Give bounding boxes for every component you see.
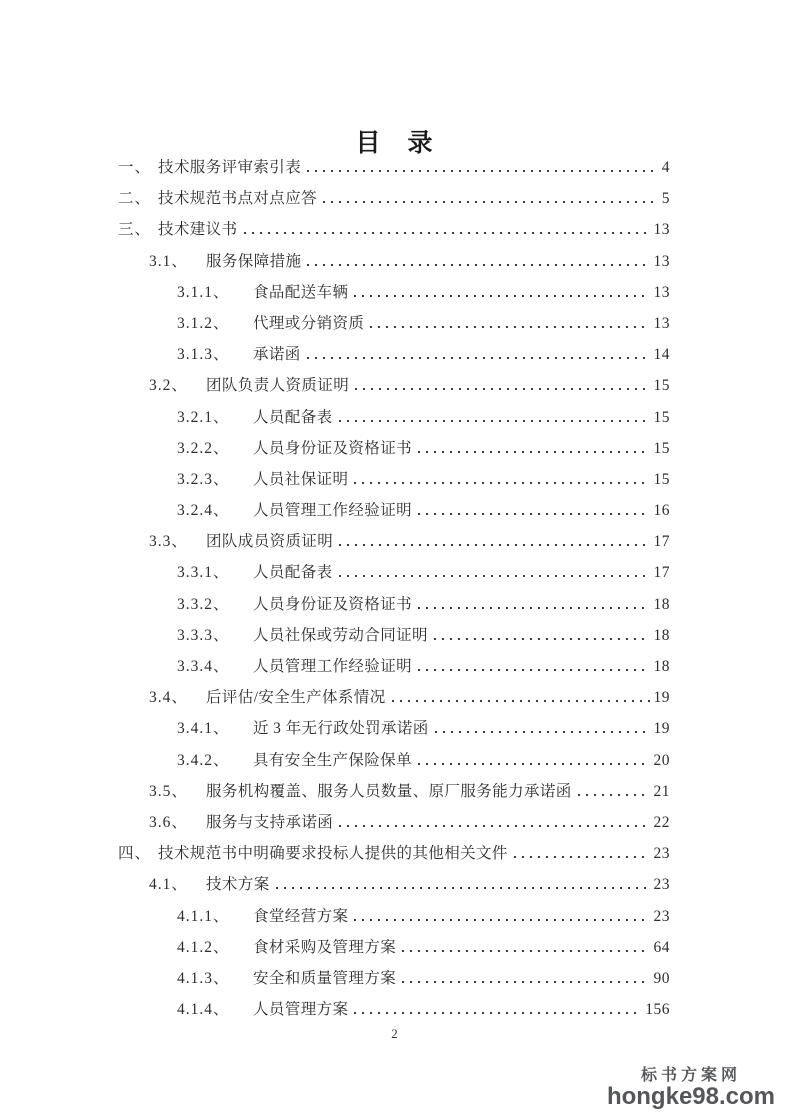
toc-dot-leader: [276, 887, 650, 889]
toc-entry-number: 3.1.1、: [177, 283, 230, 301]
toc-dot-leader: [339, 420, 650, 422]
toc-entry: [118, 901, 670, 932]
toc-entry-page: 23: [653, 907, 670, 925]
toc-dot-leader: [370, 326, 649, 328]
toc-entry-label: 团队成员资质证明: [206, 533, 334, 551]
toc-dot-leader: [578, 794, 650, 796]
toc-entry-label: 具有安全生产保险保单: [253, 751, 413, 769]
toc-entry-number: 3.3.3、: [177, 626, 230, 644]
toc-entry-number: 四、: [118, 845, 152, 863]
toc-entry-page: 13: [653, 252, 670, 270]
toc-entry-page: 15: [653, 439, 670, 457]
toc-entry-label: 近 3 年无行政处罚承诺函: [253, 720, 429, 738]
toc-entry-page: 23: [653, 876, 670, 894]
toc-entry-page: 19: [653, 720, 670, 738]
toc-entry-number: 3.4.1、: [177, 720, 230, 738]
toc-entry-page: 14: [653, 346, 670, 364]
toc-dot-leader: [307, 357, 650, 359]
toc-entry-label: 技术方案: [206, 876, 270, 894]
toc-entry: [118, 745, 670, 776]
toc-entry: [118, 838, 670, 869]
toc-entry-number: 3.2.2、: [177, 439, 230, 457]
toc-entry: [118, 214, 670, 245]
toc-entry-page: 21: [653, 782, 670, 800]
toc-dot-leader: [418, 607, 649, 609]
toc-entry-label: 人员社保或劳动合同证明: [253, 626, 428, 644]
toc-entry-page: 18: [653, 595, 670, 613]
toc-entry-number: 3.1、: [149, 252, 188, 270]
toc-entry-number: 3.1.2、: [177, 314, 230, 332]
toc-entry: [118, 433, 670, 464]
toc-entry-page: 5: [661, 190, 670, 208]
toc-entry-number: 三、: [118, 221, 152, 239]
toc-entry-number: 3.2、: [149, 377, 188, 395]
toc-dot-leader: [339, 575, 650, 577]
toc-entry-number: 3.3、: [149, 533, 188, 551]
toc-dot-leader: [402, 950, 649, 952]
toc-entry: [118, 776, 670, 807]
toc-entry: [118, 932, 670, 963]
toc-dot-leader: [355, 388, 649, 390]
toc-entry-label: 承诺函: [253, 346, 301, 364]
toc-entry-page: 4: [661, 159, 670, 176]
toc-entry-page: 64: [653, 938, 670, 956]
toc-entry-number: 3.2.1、: [177, 408, 230, 426]
toc-entry-page: 15: [653, 470, 670, 488]
toc-entry-number: 3.2.4、: [177, 502, 230, 520]
watermark-site-name: 标书方案网: [640, 1067, 741, 1085]
toc-entry-page: 20: [653, 751, 670, 769]
toc-entry-number: 3.1.3、: [177, 346, 230, 364]
toc-dot-leader: [339, 544, 649, 546]
toc-dot-leader: [418, 451, 649, 453]
toc-entry-page: 17: [653, 564, 670, 582]
toc-entry-number: 一、: [118, 159, 152, 176]
toc-entry-label: 人员身份证及资格证书: [253, 595, 413, 613]
toc-dot-leader: [354, 1012, 641, 1014]
toc-entry: [118, 807, 670, 838]
toc-entry-label: 服务机构覆盖、服务人员数量、原厂服务能力承诺函: [206, 782, 572, 800]
toc-dot-leader: [418, 513, 649, 515]
toc-entry-label: 食堂经营方案: [253, 907, 349, 925]
toc-entry-label: 技术服务评审索引表: [158, 159, 302, 176]
toc-entry-number: 二、: [118, 190, 152, 208]
toc-entry: [118, 869, 670, 900]
toc-entry: [118, 713, 670, 744]
toc-entry: [118, 620, 670, 651]
toc-entry: [118, 152, 670, 183]
toc-entry-page: 15: [653, 377, 670, 395]
toc-entry-number: 3.3.4、: [177, 658, 230, 675]
toc-entry-page: 13: [653, 314, 670, 332]
toc-entry-label: 人员管理方案: [253, 1001, 349, 1019]
toc-entry-label: 人员管理工作经验证明: [253, 658, 413, 675]
toc-dot-leader: [339, 825, 649, 827]
toc-dot-leader: [418, 763, 649, 765]
toc-dot-leader: [514, 856, 650, 858]
toc-entry-number: 4.1.2、: [177, 938, 230, 956]
toc-entry-page: 13: [653, 221, 670, 239]
toc-entry-page: 18: [653, 658, 670, 675]
toc-entry-number: 3.2.3、: [177, 470, 230, 488]
toc-dot-leader: [307, 170, 658, 172]
toc-entry-page: 156: [645, 1001, 670, 1019]
toc-entry: [118, 557, 670, 588]
toc-dot-leader: [435, 731, 650, 733]
toc-dot-leader: [354, 919, 649, 921]
toc-entry-label: 团队负责人资质证明: [206, 377, 350, 395]
toc-entry: [118, 682, 670, 713]
toc-entry: [118, 464, 670, 495]
toc-dot-leader: [244, 232, 650, 234]
toc-entry: [118, 589, 670, 620]
toc-entry-number: 3.6、: [149, 813, 188, 831]
watermark-site-url: hongke98.com: [606, 1083, 775, 1110]
toc-dot-leader: [402, 981, 649, 983]
toc-entry-number: 4.1.3、: [177, 969, 230, 987]
toc-entry: [118, 370, 670, 401]
toc-entry-label: 安全和质量管理方案: [253, 969, 397, 987]
toc-entry-number: 3.4.2、: [177, 751, 230, 769]
toc-dot-leader: [418, 669, 649, 671]
watermark: [607, 1067, 775, 1109]
toc-entry: [118, 246, 670, 277]
toc-entry-label: 服务保障措施: [206, 252, 302, 270]
toc-entry-number: 3.3.2、: [177, 595, 230, 613]
toc-entry: [118, 651, 670, 682]
toc-entry: [118, 277, 670, 308]
toc-entry-number: 3.3.1、: [177, 564, 230, 582]
toc-dot-leader: [307, 264, 649, 266]
toc-entry-page: 18: [653, 626, 670, 644]
toc-entry-label: 食品配送车辆: [253, 283, 349, 301]
toc-entry-label: 人员身份证及资格证书: [253, 439, 413, 457]
toc-dot-leader: [392, 700, 650, 702]
toc-entry-number: 4.1、: [149, 876, 188, 894]
toc-entry: [118, 183, 670, 214]
toc-entry-label: 技术建议书: [158, 221, 238, 239]
toc-entry-page: 15: [653, 408, 670, 426]
toc-entry-label: 后评估/安全生产体系情况: [206, 689, 386, 707]
toc-entry-page: 16: [653, 502, 670, 520]
toc-entry-label: 代理或分销资质: [253, 314, 365, 332]
toc-entry-page: 13: [653, 283, 670, 301]
toc-entry-label: 食材采购及管理方案: [253, 938, 397, 956]
toc-entry-number: 4.1.1、: [177, 907, 230, 925]
toc-title: 目 录: [355, 130, 434, 157]
toc-entry: [118, 526, 670, 557]
toc-entry: [118, 495, 670, 526]
toc-dot-leader: [323, 201, 658, 203]
toc-entry-label: 人员配备表: [253, 564, 333, 582]
toc-entry-page: 90: [653, 969, 670, 987]
toc-dot-leader: [434, 638, 650, 640]
toc-entry-page: 17: [653, 533, 670, 551]
toc-entry-label: 人员社保证明: [253, 470, 349, 488]
toc-entry-label: 技术规范书中明确要求投标人提供的其他相关文件: [158, 845, 508, 863]
toc-entry-label: 技术规范书点对点应答: [158, 190, 318, 208]
toc-entry: [118, 994, 670, 1025]
toc-entry-label: 人员配备表: [253, 408, 333, 426]
toc-entry: [118, 963, 670, 994]
toc-entry-label: 人员管理工作经验证明: [253, 502, 413, 520]
toc-dot-leader: [354, 482, 649, 484]
toc-entry-number: 3.5、: [149, 782, 188, 800]
toc-entry: [118, 402, 670, 433]
toc-entry-number: 3.4、: [149, 689, 188, 707]
toc-dot-leader: [354, 295, 649, 297]
toc-entry-page: 23: [653, 845, 670, 863]
toc-entry: [118, 308, 670, 339]
toc-entry-page: 22: [653, 813, 670, 831]
toc-entry-number: 4.1.4、: [177, 1001, 230, 1019]
toc-entry-label: 服务与支持承诺函: [206, 813, 334, 831]
page-number: 2: [391, 1026, 398, 1041]
toc-list: [118, 152, 670, 1025]
toc-entry-page: 19: [653, 689, 670, 707]
toc-entry: [118, 339, 670, 370]
